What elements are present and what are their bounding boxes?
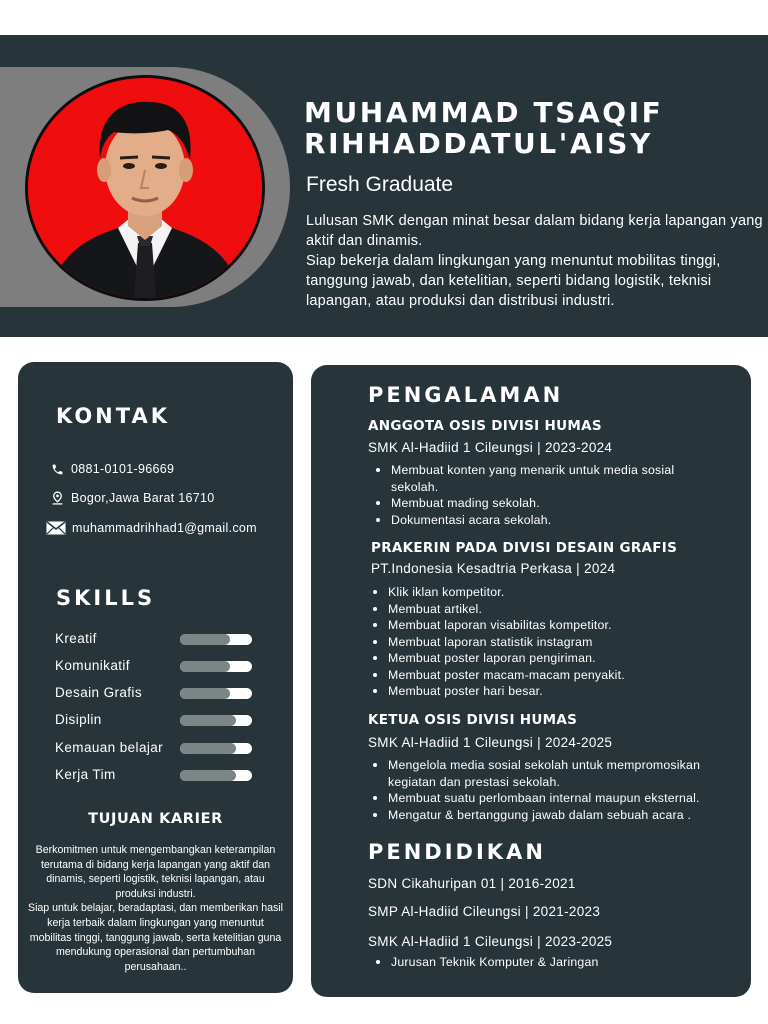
email-address: muhammadrihhad1@gmail.com: [72, 521, 257, 535]
full-name: [304, 97, 759, 159]
job-role: Fresh Graduate: [306, 173, 454, 196]
list-item: Membuat suatu perlombaan internal maupun eksternal.: [368, 790, 738, 807]
list-item: Klik iklan kompetitor.: [368, 584, 728, 601]
career-goal-text: [26, 843, 285, 974]
skill-level-fill: [180, 634, 230, 645]
skill-item: [55, 658, 255, 674]
contact-phone[interactable]: [48, 460, 174, 478]
skill-label: Disiplin: [55, 712, 102, 727]
job-organization: SMK Al-Hadiid 1 Cileungsi | 2023-2024: [368, 440, 613, 455]
education-item: SMP Al-Hadiid Cileungsi | 2021-2023: [368, 904, 601, 919]
skills-heading: SKILLS: [56, 586, 156, 610]
contact-heading: KONTAK: [56, 404, 170, 428]
name-line-2: RIHHADDATUL'AISY: [304, 127, 653, 160]
list-item: Mengelola media sosial sekolah untuk mempromosikan kegiatan dan prestasi sekolah.: [368, 757, 738, 790]
location-pin-icon: [48, 490, 66, 506]
skill-level-fill: [180, 743, 236, 754]
skill-level-bar: [180, 743, 252, 754]
skill-item: [55, 685, 255, 701]
skill-level-bar: [180, 770, 252, 781]
skill-item: [55, 712, 255, 728]
list-item: Dokumentasi acara sekolah.: [371, 512, 716, 529]
list-item: Membuat artikel.: [368, 601, 728, 618]
job-title: PRAKERIN PADA DIVISI DESAIN GRAFIS: [371, 540, 678, 556]
contact-address: [48, 489, 215, 507]
education-heading: PENDIDIKAN: [368, 840, 546, 864]
career-goal-paragraph: Siap untuk belajar, beradaptasi, dan memberikan hasil kerja terbaik dalam lingkungan yang menuntut mobilitas tinggi, tanggung jawab, serta ketelitian guna mendukung operasional dan pertumbuhan perusahaan..: [28, 902, 283, 973]
job-organization: SMK Al-Hadiid 1 Cileungsi | 2024-2025: [368, 735, 613, 750]
phone-icon: [48, 461, 66, 477]
envelope-icon: [45, 520, 67, 536]
job-title: KETUA OSIS DIVISI HUMAS: [368, 712, 578, 728]
skill-level-bar: [180, 661, 252, 672]
summary-paragraph: Lulusan SMK dengan minat besar dalam bidang kerja lapangan yang aktif dan dinamis.: [306, 213, 763, 249]
contact-email[interactable]: [45, 519, 257, 537]
skill-label: Desain Grafis: [55, 685, 142, 700]
list-item: Membuat konten yang menarik untuk media sosial sekolah.: [371, 462, 716, 495]
skill-label: Kerja Tim: [55, 767, 116, 782]
skill-item: [55, 631, 255, 647]
list-item: Membuat laporan statistik instagram: [368, 634, 728, 651]
list-item: Membuat poster laporan pengiriman.: [368, 650, 728, 667]
job-duties-list: [368, 757, 738, 823]
job-organization: PT.Indonesia Kesadtria Perkasa | 2024: [371, 561, 616, 576]
skill-level-fill: [180, 770, 236, 781]
list-item: Membuat poster macam-macam penyakit.: [368, 667, 728, 684]
job-title: ANGGOTA OSIS DIVISI HUMAS: [368, 418, 602, 434]
list-item: Mengatur & bertanggung jawab dalam sebuah acara .: [368, 807, 738, 824]
skill-level-fill: [180, 715, 236, 726]
experience-heading: PENGALAMAN: [368, 383, 564, 407]
career-goal-paragraph: Berkomitmen untuk mengembangkan keterampilan terutama di bidang kerja lapangan yang aktif dan dinamis, seperti logistik, teknisi lapangan, atau produksi industri.: [35, 844, 276, 900]
skill-item: [55, 767, 255, 783]
skill-label: Komunikatif: [55, 658, 130, 673]
job-duties-list: [371, 462, 716, 528]
skill-label: Kreatif: [55, 631, 97, 646]
skill-level-bar: [180, 715, 252, 726]
education-major-list: [371, 954, 711, 971]
profile-photo: [25, 75, 265, 301]
skill-level-fill: [180, 688, 230, 699]
list-item: Membuat poster hari besar.: [368, 683, 728, 700]
skill-level-bar: [180, 688, 252, 699]
job-duties-list: [368, 584, 728, 700]
list-item: Membuat laporan visabilitas kompetitor.: [368, 617, 728, 634]
skill-level-fill: [180, 661, 230, 672]
name-line-1: MUHAMMAD TSAQIF: [304, 96, 664, 129]
skill-label: Kemauan belajar: [55, 740, 164, 755]
list-item: Membuat mading sekolah.: [371, 495, 716, 512]
person-portrait-icon: [28, 78, 262, 298]
skill-level-bar: [180, 634, 252, 645]
main-card: [311, 365, 751, 997]
sidebar-card: [18, 362, 293, 993]
education-item: SDN Cikahuripan 01 | 2016-2021: [368, 876, 576, 891]
profile-summary: [306, 211, 768, 311]
career-goal-heading: TUJUAN KARIER: [88, 811, 223, 827]
summary-paragraph: Siap bekerja dalam lingkungan yang menuntut mobilitas tinggi, tanggung jawab, dan ketelitian, seperti bidang logistik, teknisi lapangan, atau produksi dan distribusi industri.: [306, 253, 721, 309]
address-text: Bogor,Jawa Barat 16710: [71, 491, 215, 505]
header-banner: [0, 35, 768, 337]
skill-item: [55, 740, 255, 756]
phone-number: 0881-0101-96669: [71, 462, 175, 476]
education-item: SMK Al-Hadiid 1 Cileungsi | 2023-2025: [368, 934, 613, 949]
list-item: Jurusan Teknik Komputer & Jaringan: [371, 954, 711, 971]
